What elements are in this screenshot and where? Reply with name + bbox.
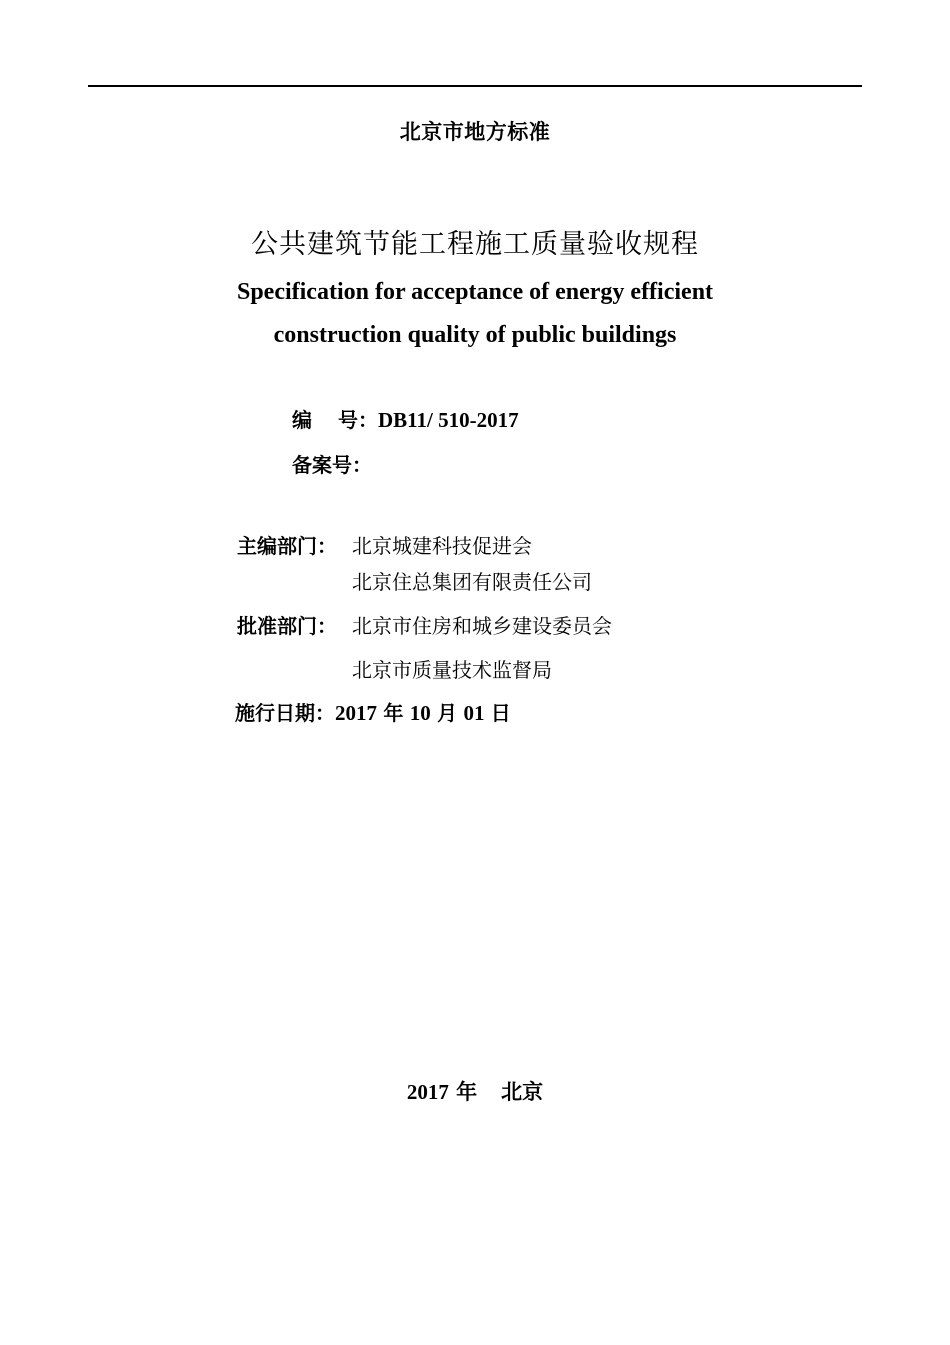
- code-label-part1: 编: [292, 408, 312, 432]
- approver-label: 批准部门：: [237, 614, 337, 638]
- code-label-part2: 号：: [338, 408, 378, 432]
- effective-day-unit: 日: [490, 701, 511, 725]
- approver-org-1: 北京市住房和城乡建设委员会: [352, 614, 612, 638]
- effective-month-unit: 月: [437, 701, 458, 725]
- effective-date-row: [235, 697, 511, 726]
- editor-label: 主编部门：: [237, 534, 337, 558]
- effective-date-label: 施行日期：: [235, 701, 335, 725]
- standard-category: 北京市地方标准: [399, 119, 551, 144]
- footer-year: 2017: [406, 1080, 449, 1104]
- effective-year: 2017: [335, 701, 377, 725]
- effective-month: 10: [409, 701, 431, 725]
- effective-day: 01: [463, 701, 485, 725]
- standard-code-value: DB11/ 510-2017: [378, 408, 519, 432]
- footer-year-unit: 年: [456, 1079, 478, 1104]
- title-chinese: 公共建筑节能工程施工质量验收规程: [251, 229, 699, 260]
- effective-year-unit: 年: [383, 701, 404, 725]
- title-english-line1: Specification for acceptance of energy efficient: [236, 279, 714, 305]
- footer-city: 北京: [501, 1079, 544, 1104]
- record-number-row: [292, 449, 372, 478]
- editor-org-1: 北京城建科技促进会: [352, 534, 532, 558]
- editor-org-2: 北京住总集团有限责任公司: [352, 570, 592, 594]
- standard-code-row: [292, 404, 519, 433]
- top-divider: [88, 85, 862, 87]
- title-english-line2: construction quality of public buildings: [273, 322, 677, 348]
- approver-org-2: 北京市质量技术监督局: [352, 658, 552, 682]
- record-number-label: 备案号：: [292, 453, 372, 477]
- footer-publication: [0, 1076, 950, 1106]
